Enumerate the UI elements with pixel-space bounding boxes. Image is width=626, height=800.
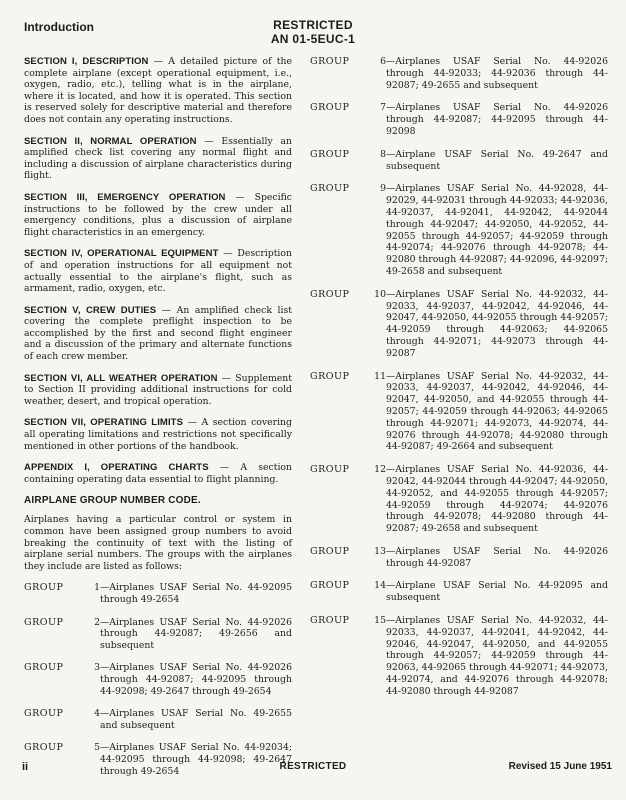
group-number: 8 [380, 148, 386, 160]
group-label: GROUP [310, 464, 350, 476]
section-paragraph [24, 192, 292, 238]
group-serials: —Airplanes USAF Serial No. 44-92036, 44-92042, 44-92044 through 44-92047; 44-92050, 44-92052, and 44-92055 through 44-92057; 44-92059 through 44-92074; 44-92076 through 44-92078; 44-92080 through 44-92087; 49-2658 and subsequent [386, 464, 608, 535]
group-label: GROUP [24, 708, 64, 720]
group-serials: —Airplane USAF Serial No. 44-92095 and subsequent [386, 580, 608, 604]
group-number: 5 [94, 742, 100, 754]
group-entry [24, 708, 292, 731]
section-text: — A section containing operating data essential to flight planning. [24, 462, 293, 485]
section-text: — A detailed picture of the complete airplane (except operational equipment, i.e., oxygen, radio, etc.), telling what is in the airplane, where it is located, and how it is operated. This section is reserved solely for descriptive material and therefore does not contain any operating instructions. [24, 56, 292, 125]
group-list-left [24, 582, 292, 777]
group-label: GROUP [310, 56, 350, 67]
header-section-name: Introduction [24, 20, 94, 34]
group-entry [24, 617, 292, 652]
group-label: GROUP [24, 742, 64, 754]
group-label: GROUP [310, 370, 350, 382]
group-code-title: AIRPLANE GROUP NUMBER CODE. [24, 495, 201, 507]
section-paragraph [24, 248, 292, 294]
left-column [24, 56, 292, 788]
group-serials: —Airplanes USAF Serial No. 44-92026 through 44-92033; 44-92036 through 44-92087; 49-2655 and subsequent [386, 56, 608, 91]
group-label: GROUP [310, 148, 350, 160]
group-number: 7 [380, 102, 386, 114]
section-paragraph [24, 417, 292, 452]
header-block [0, 18, 626, 46]
section-title: SECTION I, DESCRIPTION [24, 56, 149, 67]
section-title: SECTION III, EMERGENCY OPERATION [24, 191, 226, 203]
section-text: — Supplement to Section II providing additional instructions for cold weather, desert, and tropical operation. [24, 372, 293, 407]
section-paragraph [24, 56, 292, 126]
section-text: — A section covering all operating limitations and restrictions not specifically mentioned in other portions of the handbook. [24, 417, 292, 452]
group-serials: —Airplanes USAF Serial No. 44-92032, 44-92033, 44-92037, 44-92042, 44-92046, 44-92047, 44-92050, and 44-92055 through 44-92057; 44-92059 through 44-92063; 44-92065 through 44-92071; 44-92073, 44-92074, 44-92076 through 44-92078; 44-92080 through 44-92087; 49-2664 and subsequent [386, 370, 608, 453]
group-serials: —Airplanes USAF Serial No. 44-92028, 44-92029, 44-92031 through 44-92033; 44-92036, 44-92037, 44-92041, 44-92042, 44-92044 through 44-92047; 44-92050, 44-92052, 44-92055 through 44-92057; 44-92059 through 44-92074; 44-92076 through 44-92078; 44-92080 through 44-92087; 44-92096, 44-92097; 49-2658 and subsequent [386, 183, 608, 277]
group-entry [310, 546, 608, 570]
section-title: SECTION VI, ALL WEATHER OPERATION [24, 372, 218, 384]
section-paragraph [24, 462, 292, 485]
section-text: — An amplified check list covering the complete preflight inspection to be accomplished by the first and second flight engineer and a discussion of the primary and alternate functions of each crew member. [24, 304, 292, 363]
group-number: 12 [374, 464, 386, 476]
group-serials: —Airplanes USAF Serial No. 44-92026 through 44-92087; 44-92095 through 44-92098 [386, 102, 608, 137]
group-label: GROUP [310, 183, 350, 195]
group-number: 4 [94, 708, 100, 720]
group-number: 11 [374, 370, 386, 382]
header-classification: RESTRICTED [273, 18, 353, 32]
group-serials: —Airplanes USAF Serial No. 44-92026 through 44-92087; 44-92095 through 44-92098; 49-2647 through 49-2654 [100, 662, 292, 697]
group-entry [310, 149, 608, 173]
group-number: 15 [374, 615, 386, 627]
section-title: SECTION VII, OPERATING LIMITS [24, 417, 184, 429]
group-entry [310, 371, 608, 454]
section-title: SECTION IV, OPERATIONAL EQUIPMENT [24, 248, 219, 260]
group-entry [310, 183, 608, 277]
group-serials: —Airplanes USAF Serial No. 44-92032, 44-92033, 44-92037, 44-92042, 44-92046, 44-92047, 44-92050, 44-92055 through 44-92057; 44-92059 through 44-92063; 44-92065 through 44-92071; 44-92073 through 44-92087 [386, 288, 608, 359]
section-text: — Description of and operation instructions for all equipment not actually essential to the airplane's flight, such as armament, radio, oxygen, etc. [24, 248, 292, 295]
group-number: 13 [374, 545, 386, 557]
group-entry [310, 289, 608, 360]
section-paragraph [24, 136, 292, 182]
group-number: 10 [374, 288, 386, 300]
group-serials: —Airplanes USAF Serial No. 44-92026 through 44-92087; 49-2656 and subsequent [100, 616, 292, 651]
header-doc-number: AN 01-5EUC-1 [270, 32, 356, 46]
group-serials: —Airplane USAF Serial No. 49-2647 and subsequent [386, 148, 608, 172]
group-label: GROUP [310, 580, 350, 592]
group-serials: —Airplanes USAF Serial No. 44-92026 through 44-92087 [386, 545, 608, 569]
group-number: 3 [94, 662, 100, 674]
section-paragraph [24, 373, 292, 408]
section-title: SECTION V, CREW DUTIES [24, 304, 157, 316]
group-entry [310, 56, 608, 91]
group-serials: —Airplanes USAF Serial No. 44-92034; 44-92095 through 44-92098; 49-2647 through 49-2654 [100, 742, 292, 777]
section-text: — Essentially an amplified check list covering any normal flight and including a discussion of airplane characteristics during flight. [24, 135, 292, 182]
group-number: 14 [374, 580, 386, 592]
section-text: — Specific instructions to be followed by the crew under all emergency conditions, plus a discussion of airplane flight characteristics in an emergency. [24, 191, 292, 238]
group-number: 1 [94, 582, 100, 594]
group-label: GROUP [24, 616, 64, 628]
section-paragraph [24, 305, 292, 363]
group-entry [24, 662, 292, 697]
section-descriptions [24, 56, 292, 485]
group-entry [310, 580, 608, 604]
section-title: SECTION II, NORMAL OPERATION [24, 135, 197, 147]
group-number: 2 [94, 616, 100, 628]
group-label: GROUP [310, 288, 350, 300]
group-list-right [310, 56, 608, 698]
footer-revised-date: Revised 15 June 1951 [508, 761, 612, 772]
right-column [310, 56, 608, 709]
group-label: GROUP [310, 102, 350, 114]
section-title: APPENDIX I, OPERATING CHARTS [24, 462, 209, 474]
group-label: GROUP [24, 582, 64, 594]
group-label: GROUP [310, 545, 350, 557]
group-label: GROUP [24, 662, 64, 674]
group-entry [310, 464, 608, 535]
footer-classification: RESTRICTED [279, 761, 347, 772]
group-serials: —Airplanes USAF Serial No. 49-2655 and subsequent [100, 708, 292, 731]
group-serials: —Airplanes USAF Serial No. 44-92095 through 49-2654 [100, 582, 292, 605]
group-label: GROUP [310, 615, 350, 627]
group-serials: —Airplanes USAF Serial No. 44-92032, 44-92033, 44-92037, 44-92041, 44-92042, 44-92046, 44-92047, 44-92050, and 44-92055 through 44-92057; 44-92059 through 44-92063, 44-92065 through 44-92071; 44-92073, 44-92074, and 44-92076 through 44-92078; 44-92080 through 44-92087 [386, 615, 608, 697]
group-number: 6 [380, 56, 386, 67]
group-number: 9 [380, 183, 386, 195]
group-code-intro: Airplanes having a particular control or system in common have been assigned group numbers to avoid breaking the continuity of text with the listing of airplane serial numbers. The groups with the airplanes they include are listed as follows: [24, 514, 292, 572]
group-entry [24, 582, 292, 605]
group-entry [310, 102, 608, 137]
group-entry [310, 615, 608, 698]
footer-page-number: ii [22, 761, 29, 773]
